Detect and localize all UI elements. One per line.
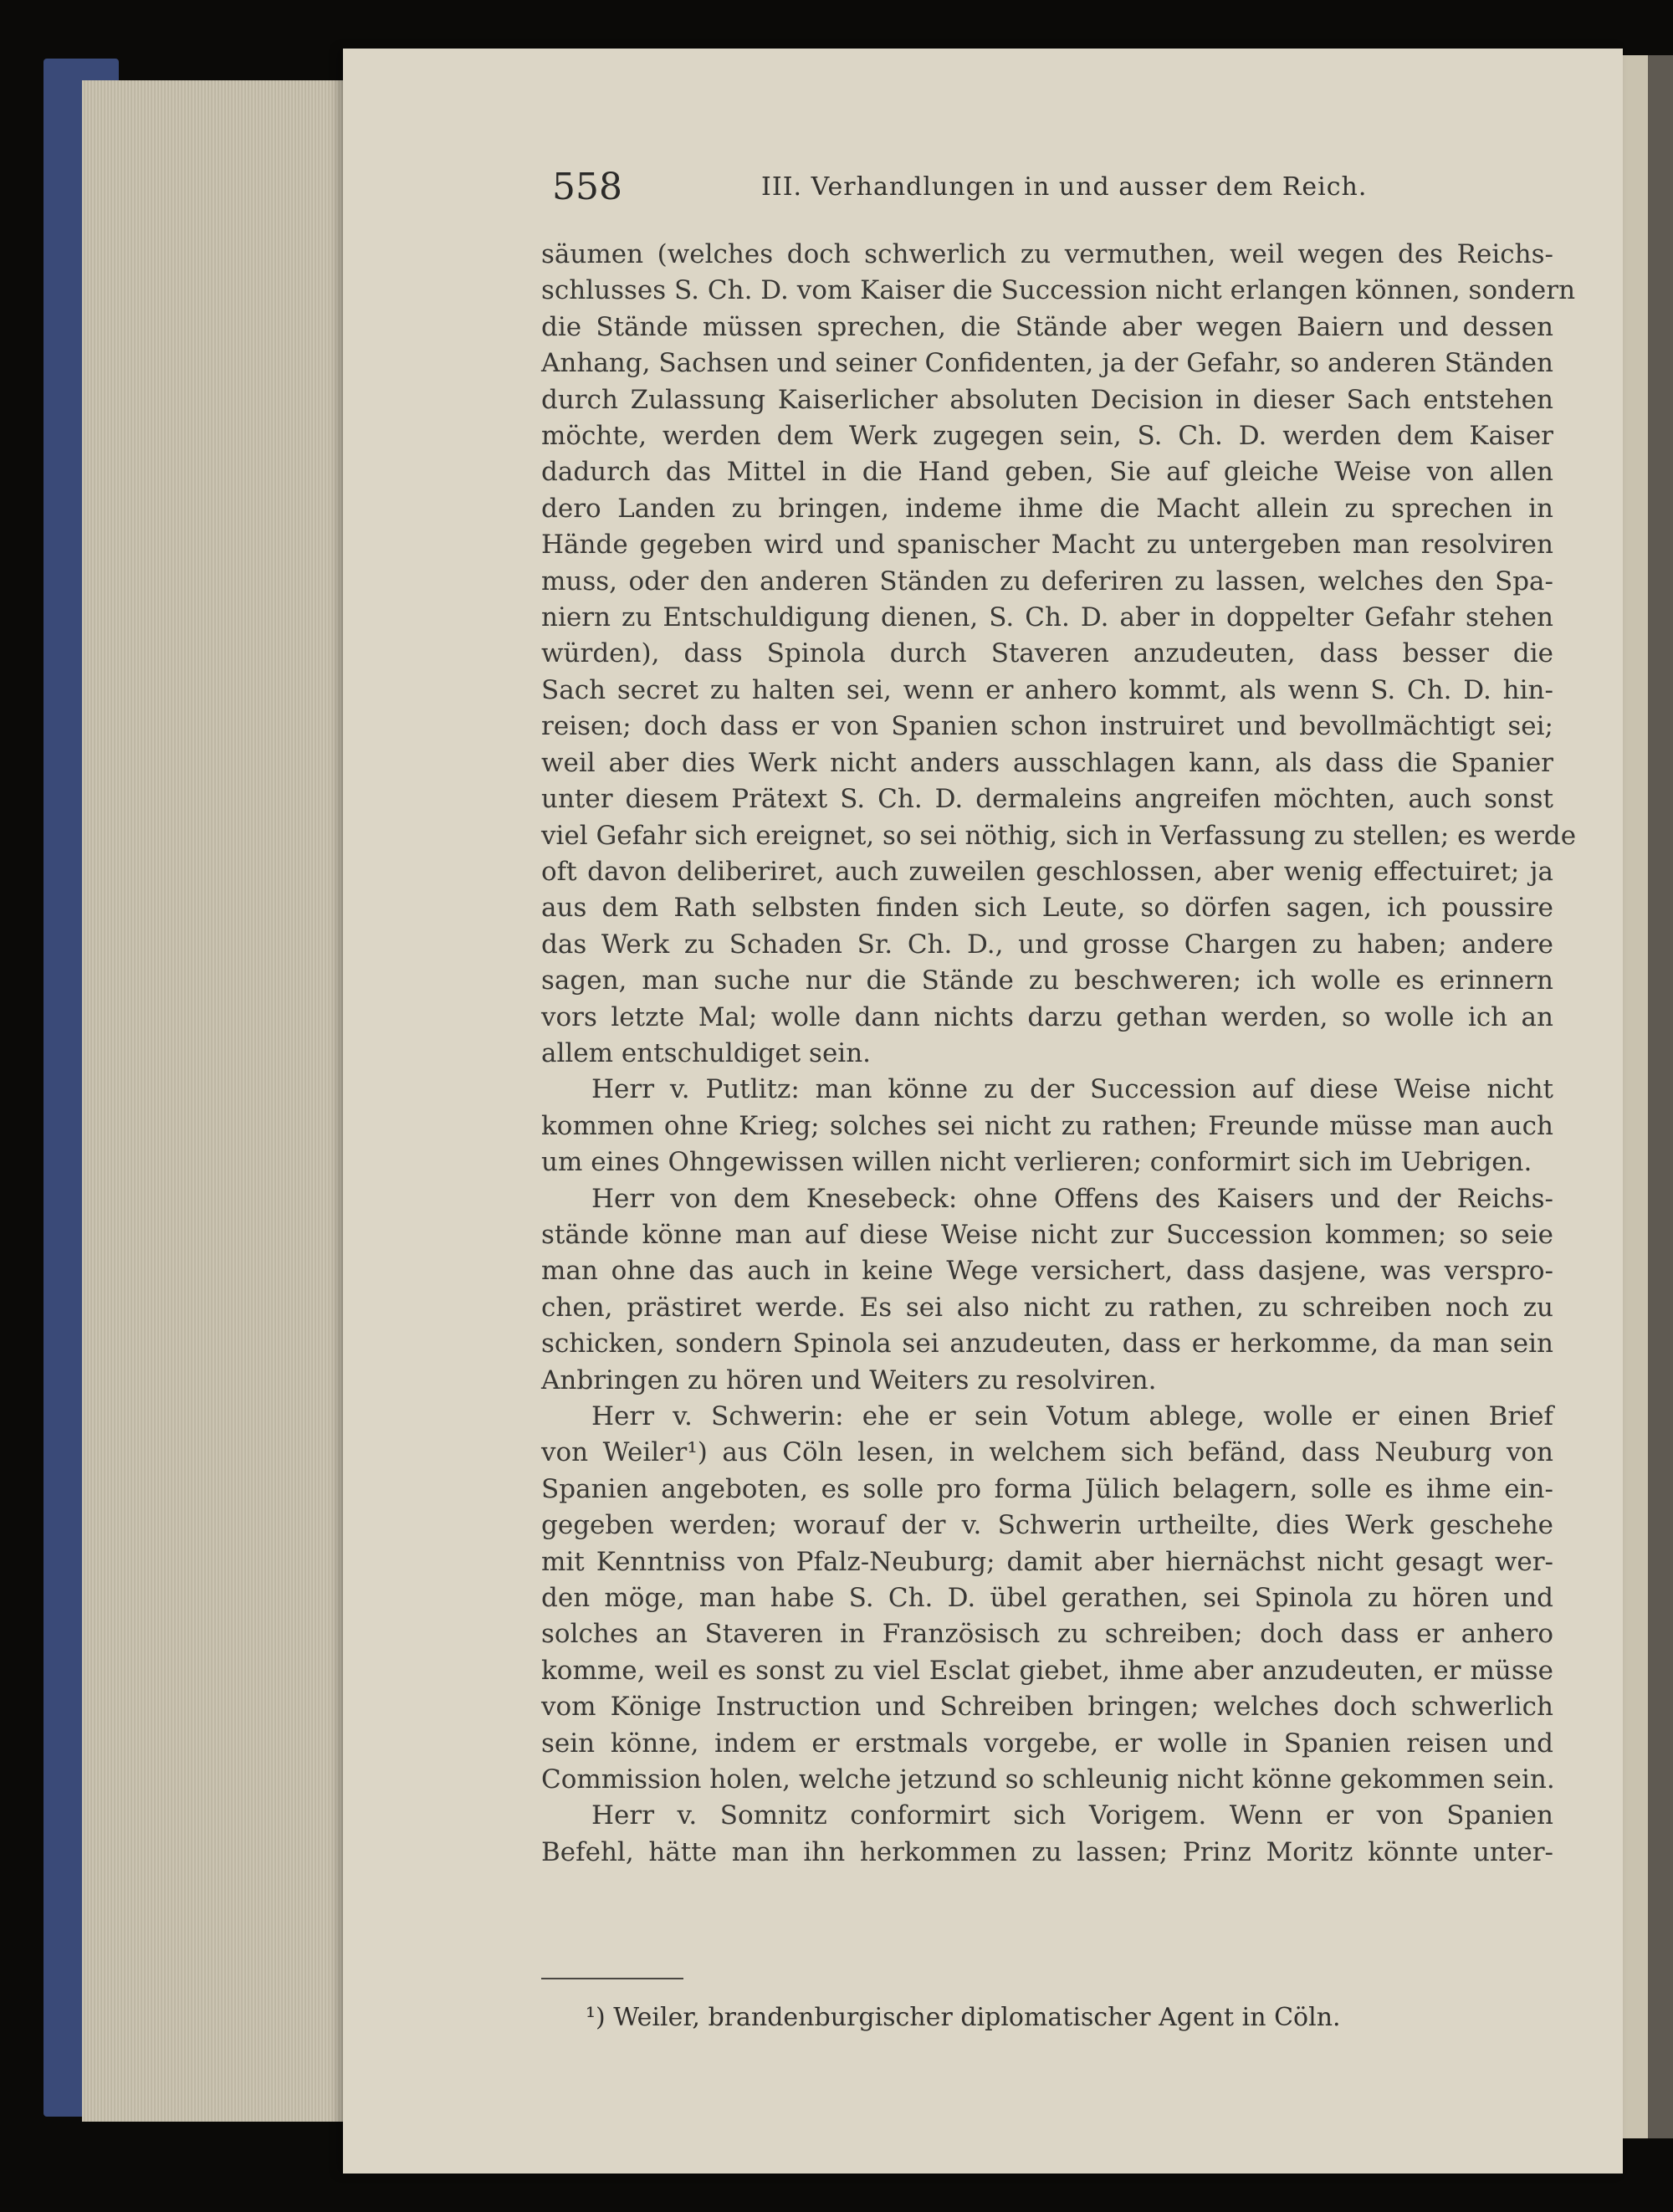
text-line: komme, weil es sonst zu viel Esclat giebet, ihme aber anzudeuten, er müsse <box>541 1655 1553 1686</box>
book-page <box>343 49 1623 2174</box>
text-line: Spanien angeboten, es solle pro forma Jülich belagern, solle es ihme ein- <box>541 1473 1553 1504</box>
text-line: dero Landen zu bringen, indeme ihme die Macht allein zu sprechen in <box>541 493 1553 524</box>
text-line: reisen; doch dass er von Spanien schon instruiret und bevollmächtigt sei; <box>541 711 1553 742</box>
text-line: den möge, man habe S. Ch. D. übel gerathen, sei Spinola zu hören und <box>541 1583 1553 1614</box>
paragraph-first-line: Herr v. Somnitz conformirt sich Vorigem. Wenn er von Spanien <box>591 1800 1553 1831</box>
text-line: das Werk zu Schaden Sr. Ch. D., und grosse Chargen zu haben; andere <box>541 929 1553 960</box>
page-header <box>552 166 1430 216</box>
text-line: dadurch das Mittel in die Hand geben, Sie auf gleiche Weise von allen <box>541 457 1553 488</box>
text-line: gegeben werden; worauf der v. Schwerin urtheilte, dies Werk geschehe <box>541 1510 1553 1541</box>
text-line: Commission holen, welche jetzund so schleunig nicht könne gekommen sein. <box>541 1764 1555 1795</box>
text-line: unter diesem Prätext S. Ch. D. dermaleins angreifen möchten, auch sonst <box>541 784 1553 815</box>
text-line: durch Zulassung Kaiserlicher absoluten Decision in dieser Sach entstehen <box>541 384 1553 415</box>
text-line: von Weiler¹) aus Cöln lesen, in welchem sich befänd, dass Neuburg von <box>541 1437 1553 1468</box>
text-line: man ohne das auch in keine Wege versichert, dass dasjene, was verspro- <box>541 1256 1553 1287</box>
text-line: viel Gefahr sich ereignet, so sei nöthig, sich in Verfassung zu stellen; es werde <box>541 820 1577 851</box>
running-head: III. Verhandlungen in und ausser dem Reich. <box>761 172 1368 202</box>
footnote: ¹) Weiler, brandenburgischer diplomatischer Agent in Cöln. <box>586 2003 1341 2032</box>
text-line: niern zu Entschuldigung dienen, S. Ch. D. aber in doppelter Gefahr stehen <box>541 602 1553 633</box>
text-line: die Stände müssen sprechen, die Stände aber wegen Baiern und dessen <box>541 311 1553 342</box>
text-line: muss, oder den anderen Ständen zu deferiren zu lassen, welches den Spa- <box>541 566 1553 597</box>
facing-page-edges <box>1623 55 1648 2138</box>
text-line: vors letzte Mal; wolle dann nichts darzu gethan werden, so wolle ich an <box>541 1001 1553 1032</box>
text-line: Anbringen zu hören und Weiters zu resolviren. <box>541 1365 1157 1395</box>
text-line: oft davon deliberiret, auch zuweilen geschlossen, aber wenig effectuiret; ja <box>541 856 1553 887</box>
text-line: schicken, sondern Spinola sei anzudeuten, dass er herkomme, da man sein <box>541 1329 1553 1359</box>
text-line: Sach secret zu halten sei, wenn er anhero kommt, als wenn S. Ch. D. hin- <box>541 674 1553 705</box>
text-line: säumen (welches doch schwerlich zu vermuthen, weil wegen des Reichs- <box>541 239 1553 269</box>
text-line: um eines Ohngewissen willen nicht verlieren; conformirt sich im Uebrigen. <box>541 1147 1532 1178</box>
text-line: Befehl, hätte man ihn herkommen zu lassen; Prinz Moritz könnte unter- <box>541 1836 1553 1867</box>
text-line: stände könne man auf diese Weise nicht zur Succession kommen; so seie <box>541 1219 1553 1250</box>
paragraph-first-line: Herr von dem Knesebeck: ohne Offens des Kaisers und der Reichs- <box>591 1183 1553 1214</box>
text-line: würden), dass Spinola durch Staveren anzudeuten, dass besser die <box>541 638 1553 669</box>
paragraph-first-line: Herr v. Putlitz: man könne zu der Succession auf diese Weise nicht <box>591 1074 1553 1105</box>
text-line: aus dem Rath selbsten finden sich Leute, so dörfen sagen, ich poussire <box>541 893 1553 924</box>
body-text <box>541 237 1577 1871</box>
text-line: allem entschuldiget sein. <box>541 1037 872 1068</box>
text-line: Anhang, Sachsen und seiner Confidenten, ja der Gefahr, so anderen Ständen <box>541 348 1553 379</box>
text-line: vom Könige Instruction und Schreiben bringen; welches doch schwerlich <box>541 1692 1553 1723</box>
text-line: solches an Staveren in Französisch zu schreiben; doch dass er anhero <box>541 1619 1553 1650</box>
paragraph-first-line: Herr v. Schwerin: ehe er sein Votum ablege, wolle er einen Brief <box>591 1401 1553 1431</box>
text-line: schlusses S. Ch. D. vom Kaiser die Succession nicht erlangen können, sondern <box>541 275 1576 306</box>
text-line: möchte, werden dem Werk zugegen sein, S. Ch. D. werden dem Kaiser <box>541 421 1553 452</box>
footnote-divider <box>541 1978 683 1979</box>
text-line: sein könne, indem er erstmals vorgebe, er wolle in Spanien reisen und <box>541 1728 1553 1759</box>
text-line: kommen ohne Krieg; solches sei nicht zu rathen; Freunde müsse man auch <box>541 1110 1553 1141</box>
text-line: mit Kenntniss von Pfalz-Neuburg; damit aber hiernächst nicht gesagt wer- <box>541 1546 1553 1577</box>
text-line: chen, prästiret werde. Es sei also nicht zu rathen, zu schreiben noch zu <box>541 1292 1553 1323</box>
page-block-edges <box>82 80 358 2122</box>
page-number: 558 <box>552 166 622 208</box>
text-line: weil aber dies Werk nicht anders ausschlagen kann, als dass die Spanier <box>541 747 1553 778</box>
text-line: Hände gegeben wird und spanischer Macht zu untergeben man resolviren <box>541 530 1553 561</box>
text-line: sagen, man suche nur die Stände zu beschweren; ich wolle es erinnern <box>541 965 1553 996</box>
